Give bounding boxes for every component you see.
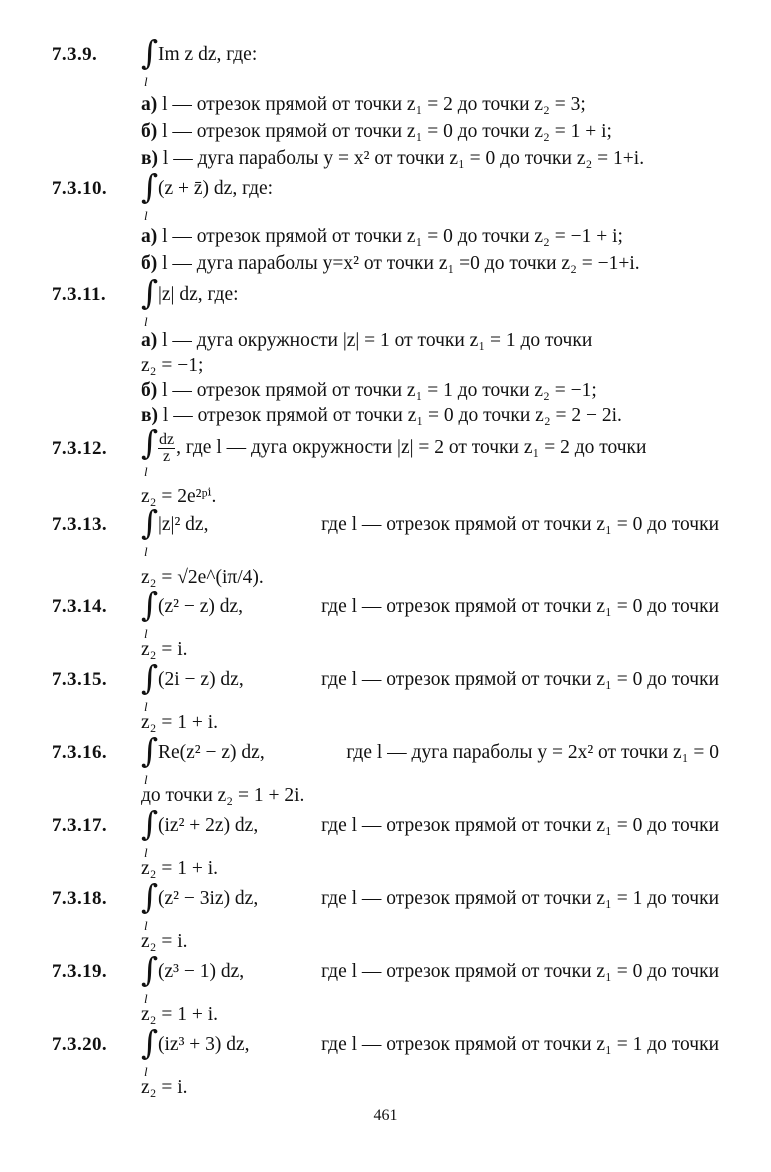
continuation: z₂ = 1 + i. (141, 858, 218, 879)
integrand: (iz³ + 3) dz, где l — отрезок прямой от точки z₁ = 1 до точки (158, 1034, 719, 1055)
problem-number: 7.3.13. (52, 514, 108, 535)
continuation: z₂ = i. (141, 1077, 188, 1098)
problem-number: 7.3.11. (52, 284, 107, 305)
problem-number: 7.3.10. (52, 178, 108, 199)
problem-number: 7.3.12. (52, 438, 108, 459)
item: б) l — отрезок прямой от точки z₁ = 0 до точки z₂ = 1 + i; (141, 121, 612, 142)
item: а) l — дуга окружности |z| = 1 от точки z₁ = 1 до точки (141, 330, 593, 351)
integrand: (z² − z) dz, где l — отрезок прямой от точки z₁ = 0 до точки (158, 596, 719, 617)
integrand: (z + z̄) dz, где: (158, 178, 274, 199)
problem-number: 7.3.20. (52, 1034, 108, 1055)
item: а) l — отрезок прямой от точки z₁ = 0 до точки z₂ = −1 + i; (141, 226, 623, 247)
integrand: Re(z² − z) dz, где l — дуга параболы y = 2x² от точки z₁ = 0 (158, 742, 719, 763)
integral-sign: ∫ l (141, 804, 159, 860)
problem-number: 7.3.19. (52, 961, 108, 982)
integrand: $\frac{dz}{z}$ , где l — дуга окружности |z| = 2 от точки z₁ = 2 до точки (159, 431, 647, 465)
integral-sign: ∫ l (141, 1023, 159, 1079)
continuation: z₂ = i. (141, 931, 188, 952)
integral-sign: ∫ l (141, 33, 159, 89)
integrand: (2i − z) dz, где l — отрезок прямой от точки z₁ = 0 до точки (158, 669, 719, 690)
item: б) l — отрезок прямой от точки z₁ = 1 до точки z₂ = −1; (141, 380, 597, 401)
integrand: |z| dz, где: (158, 284, 239, 305)
page-number: 461 (373, 1107, 398, 1124)
problem-number: 7.3.16. (52, 742, 108, 763)
continuation: z₂ = 2e²ᵖⁱ. (141, 486, 217, 507)
integral-sign: ∫ l (141, 585, 159, 641)
item-continuation: z₂ = −1; (141, 355, 204, 376)
continuation: z₂ = 1 + i. (141, 712, 218, 733)
integral-sign: ∫ l (141, 658, 159, 714)
item: б) l — дуга параболы y=x² от точки z₁ =0 до точки z₂ = −1+i. (141, 253, 640, 274)
item: а) l — отрезок прямой от точки z₁ = 2 до точки z₂ = 3; (141, 94, 586, 115)
continuation: до точки z₂ = 1 + 2i. (141, 785, 305, 806)
integral-sign: ∫ l (141, 731, 159, 787)
problem-number: 7.3.15. (52, 669, 108, 690)
integral-sign: ∫ l (141, 503, 159, 559)
integral-sign: ∫ l (141, 273, 159, 329)
item: в) l — дуга параболы y = x² от точки z₁ = 0 до точки z₂ = 1+i. (141, 148, 645, 169)
integral-sign: ∫ l (141, 423, 159, 479)
integral-sign: ∫ l (141, 167, 159, 223)
continuation: z₂ = 1 + i. (141, 1004, 218, 1025)
integrand: |z|² dz, где l — отрезок прямой от точки z₁ = 0 до точки (158, 514, 719, 535)
problem-number: 7.3.9. (52, 44, 98, 65)
problem-number: 7.3.17. (52, 815, 108, 836)
continuation: z₂ = √2e^(iπ/4). (141, 567, 264, 588)
continuation: z₂ = i. (141, 639, 188, 660)
integrand: (iz² + 2z) dz, где l — отрезок прямой от точки z₁ = 0 до точки (158, 815, 719, 836)
integral-sign: ∫ l (141, 950, 159, 1006)
problem-number: 7.3.18. (52, 888, 108, 909)
item: в) l — отрезок прямой от точки z₁ = 0 до точки z₂ = 2 − 2i. (141, 405, 622, 426)
integrand: (z³ − 1) dz, где l — отрезок прямой от точки z₁ = 0 до точки (158, 961, 719, 982)
integrand: (z² − 3iz) dz, где l — отрезок прямой от точки z₁ = 1 до точки (158, 888, 719, 909)
problem-number: 7.3.14. (52, 596, 108, 617)
integral-sign: ∫ l (141, 877, 159, 933)
integrand: Im z dz, где: (158, 44, 258, 65)
